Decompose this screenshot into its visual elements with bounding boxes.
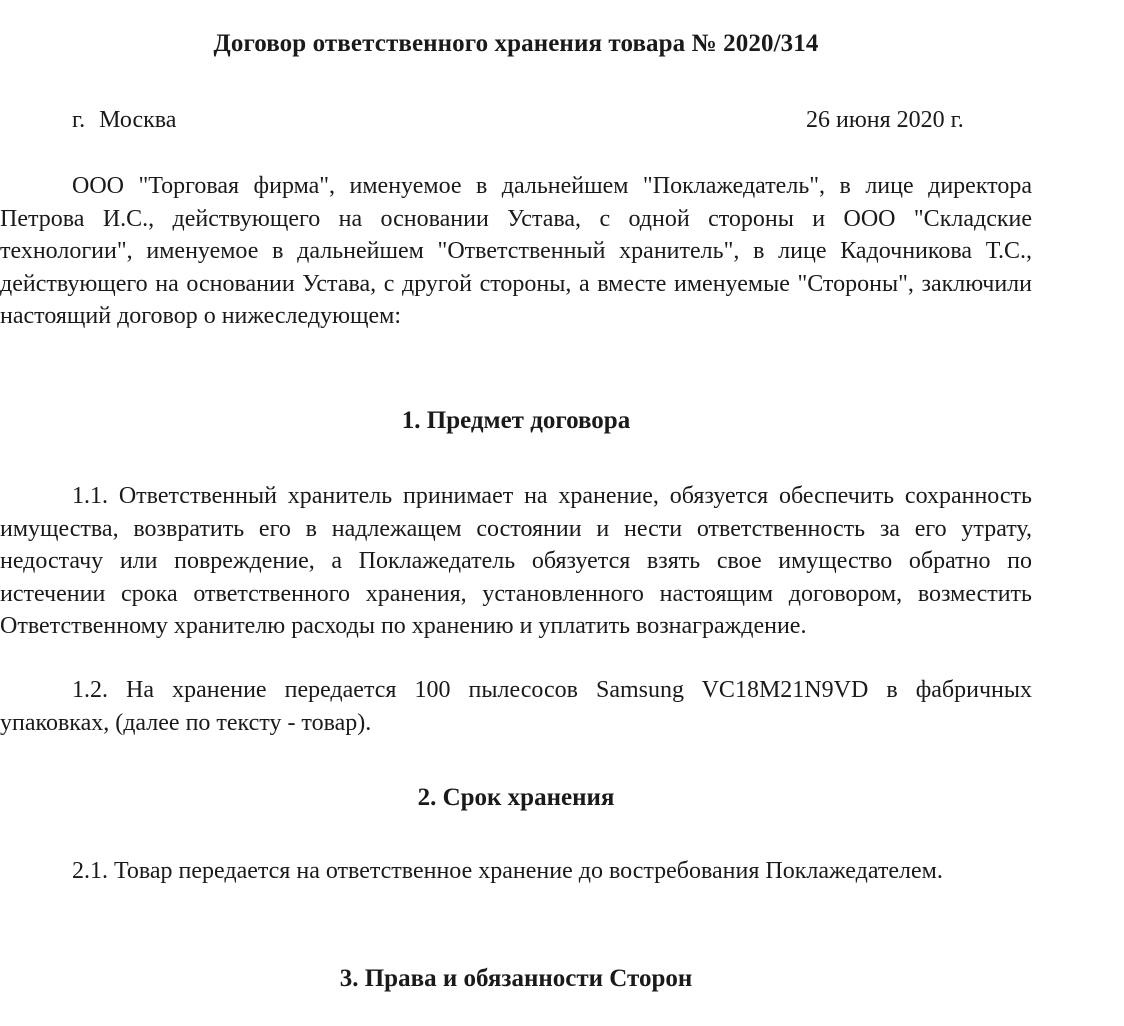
document-title: Договор ответственного хранения товара № 2020/314 <box>213 30 819 57</box>
clause-1-1: 1.1. Ответственный хранитель принимает на хранение, обязуется обеспечить сохранность имущества, возвратить его в надлежащем состоянии и нести ответственность за его утрату, недостачу или повреждение, а Поклажедатель обязуется взять свое имущество обратно по истечении срока ответственного хранения, установленного настоящим договором, возместить Ответственному хранителю расходы по хранению и уплатить вознаграждение. <box>0 483 1032 639</box>
document-city <box>72 104 176 137</box>
document-date: 26 июня 2020 г. <box>806 107 964 133</box>
preamble-paragraph: ООО "Торговая фирма", именуемое в дальнейшем "Поклажедатель", в лице директора Петрова И.С., действующего на основании Устава, с одной стороны и ООО "Складские технологии", именуемое в дальнейшем "Ответственный хранитель", в лице Кадочникова Т.С., действующего на основании Устава, с другой стороны, а вместе именуемые "Стороны", заключили настоящий договор о нижеследующем: <box>0 173 1032 329</box>
city-prefix: г. <box>72 107 86 133</box>
clause-2-1: 2.1. Товар передается на ответственное хранение до востребования Поклажедателем. <box>72 858 943 884</box>
section-heading-term: 2. Срок хранения <box>417 784 615 811</box>
section-heading-rights: 3. Права и обязанности Сторон <box>339 965 693 992</box>
section-heading-subject: 1. Предмет договора <box>401 407 631 434</box>
clause-1-2: 1.2. На хранение передается 100 пылесосов Samsung VC18M21N9VD в фабричных упаковках, (далее по тексту - товар). <box>0 677 1032 736</box>
city-name: Москва <box>99 107 177 133</box>
